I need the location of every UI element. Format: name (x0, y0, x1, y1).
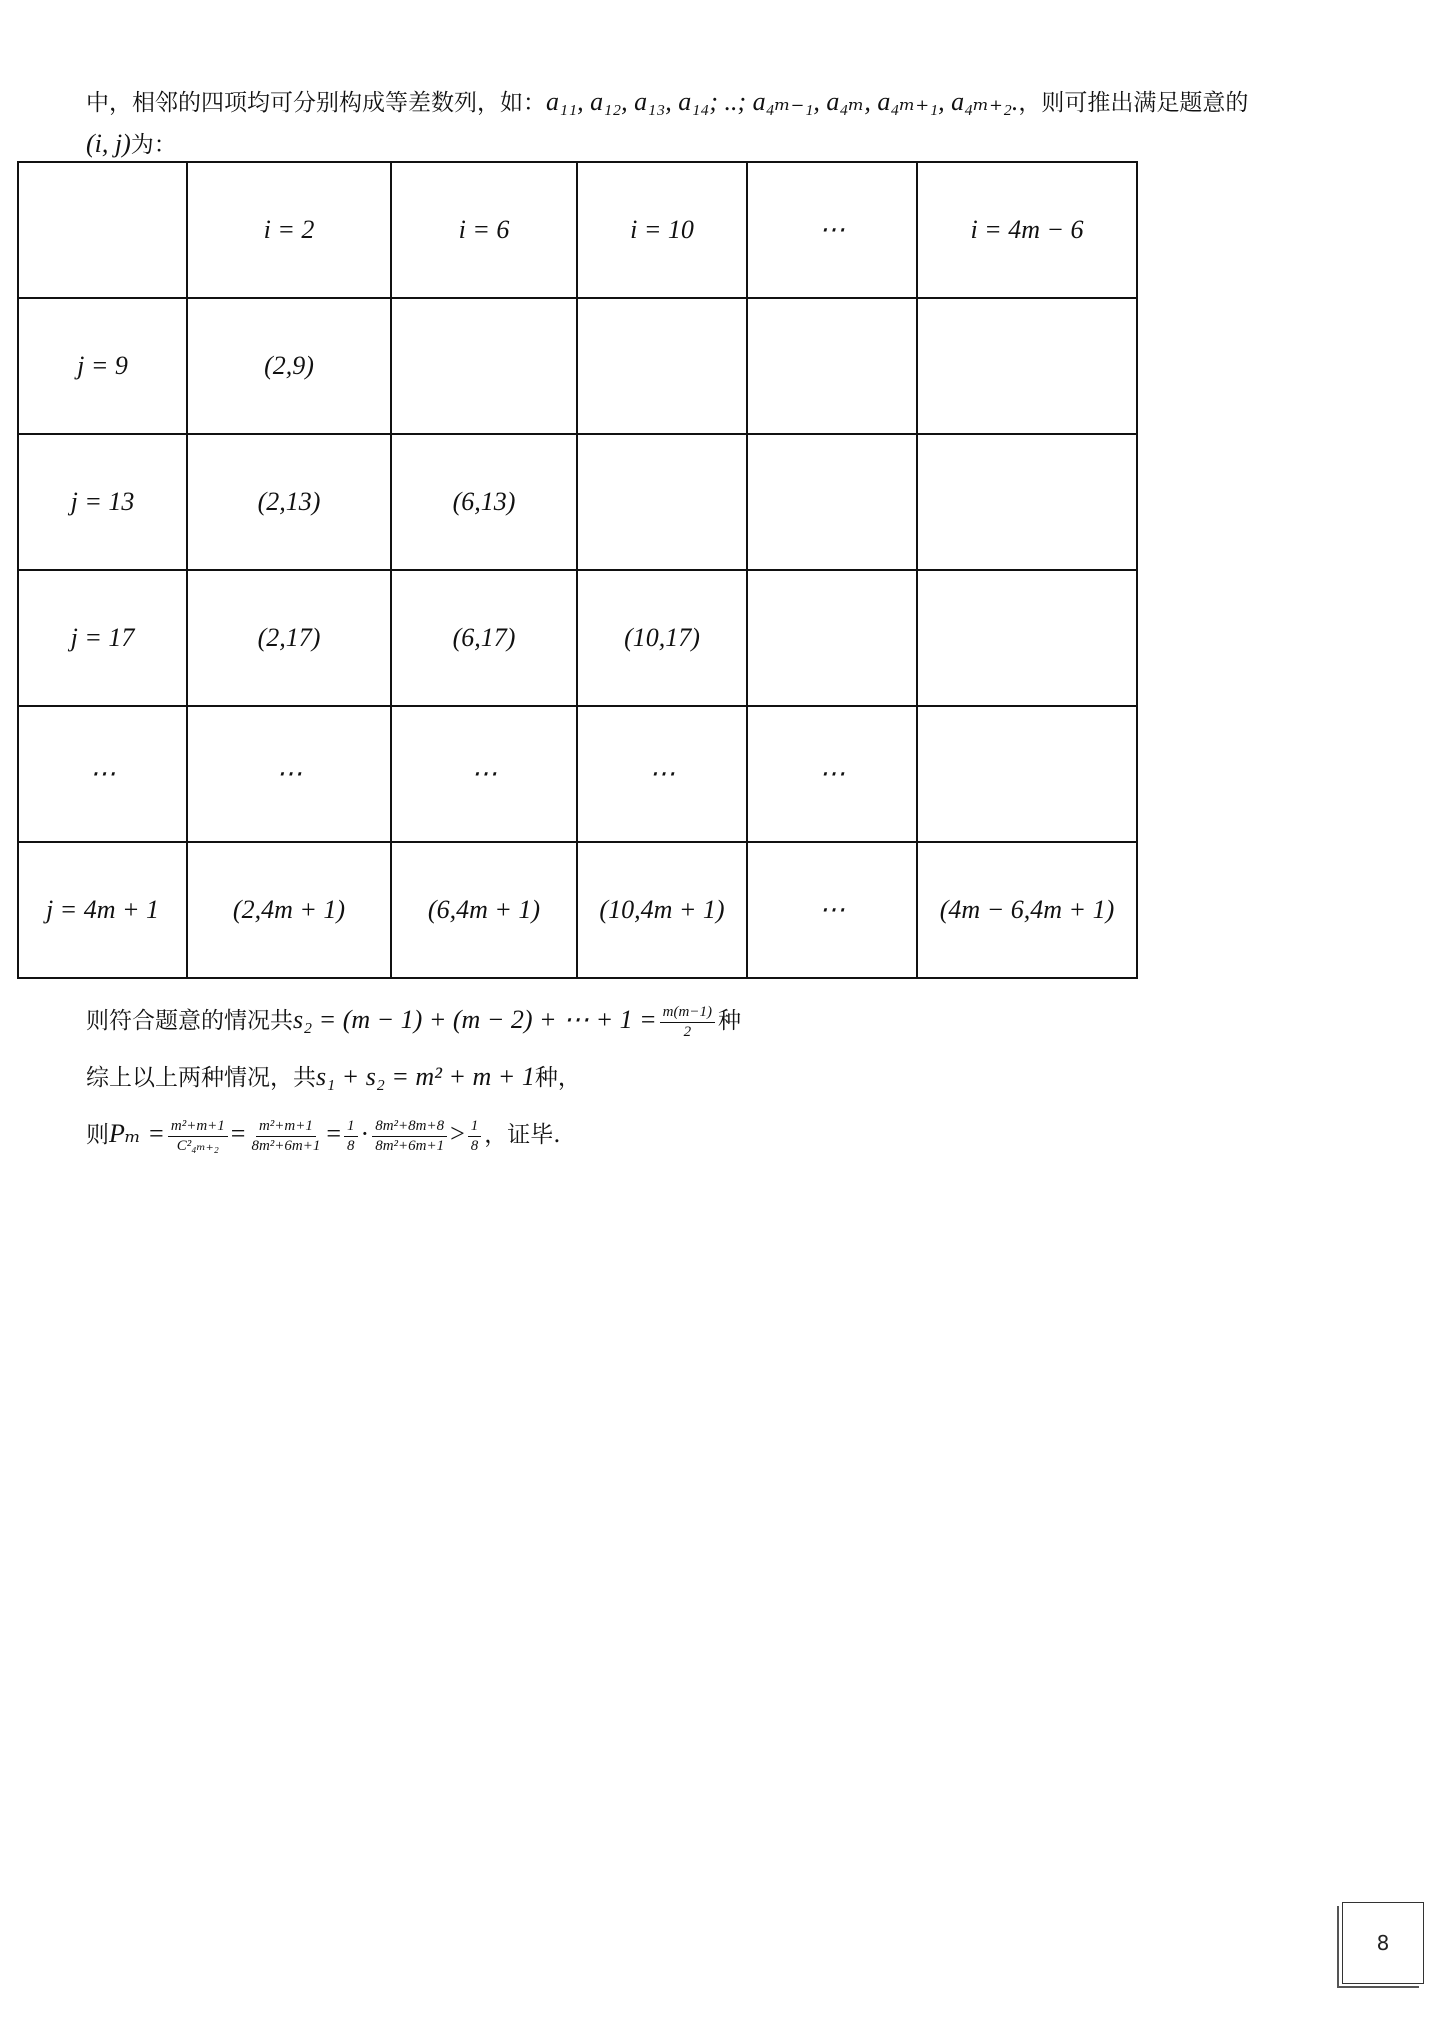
table-cell (577, 434, 747, 570)
table-cell: (2,13) (187, 434, 391, 570)
table-cell (917, 706, 1137, 842)
conclusion-line-2 (86, 1061, 581, 1094)
s2-sum-math: s₂ = (m − 1) + (m − 2) + ⋯ + 1 = (293, 1005, 657, 1034)
conclusion-suffix-3: ，证毕. (484, 1122, 561, 1148)
table-header-cell: i = 2 (187, 162, 391, 298)
pm-fraction-1-den: C²₄ₘ₊₂ (176, 1137, 219, 1154)
table-cell (747, 434, 917, 570)
table-cell: (4m − 6,4m + 1) (917, 842, 1137, 978)
pm-fraction-4-den: 8m²+6m+1 (375, 1137, 445, 1154)
table-header-row (18, 162, 1137, 298)
conclusion-prefix-1: 则符合题意的情况共 (86, 1008, 293, 1034)
table-row-label: j = 9 (18, 298, 187, 434)
pm-fraction-1 (168, 1119, 228, 1154)
table-cell: ⋯ (577, 706, 747, 842)
pm-fraction-2-den: 8m²+6m+1 (251, 1137, 321, 1154)
table-header-cell: i = 10 (577, 162, 747, 298)
pm-fraction-4 (372, 1119, 447, 1154)
table-cell (391, 298, 577, 434)
table-cell: ⋯ (391, 706, 577, 842)
page-number: 8 (1376, 1931, 1390, 1955)
table-cell: ⋯ (187, 706, 391, 842)
table-cell: (6,4m + 1) (391, 842, 577, 978)
intro-sequence-math: a₁₁, a₁₂, a₁₃, a₁₄; ..; a₄ₘ₋₁, a₄ₘ, a₄ₘ₊₁, a₄ₘ₊₂. (546, 87, 1019, 116)
s2-fraction (660, 1005, 715, 1040)
conclusion-prefix-2: 综上以上两种情况，共 (86, 1065, 316, 1091)
intro-line-2 (86, 128, 177, 161)
intro-ij-math: (i, j) (86, 129, 131, 158)
table-row (18, 298, 1137, 434)
pm-lhs-math: Pₘ = (109, 1119, 165, 1148)
table-cell: (6,17) (391, 570, 577, 706)
table-cell: (2,9) (187, 298, 391, 434)
table-row-label: ⋯ (18, 706, 187, 842)
s1-s2-total-math: s₁ + s₂ = m² + m + 1 (316, 1062, 535, 1091)
conclusion-suffix-1: 种 (717, 1008, 741, 1034)
table-header-cell (18, 162, 187, 298)
conclusion-line-3: 则Pₘ = $\frac{\text{m²+m+1}}{\text{C²₄ₘ₊₂}}$ = $\frac{\text{m²+m+1}}{\text{8m²+6m+1}}$ = $\frac{1}{8}$ · $\frac{\text{8m²+8m+8}}{\text{8m²+6m+1}}$ > $\frac{1}{8}$ ，证毕. (86, 1117, 561, 1154)
table-row (18, 434, 1137, 570)
table-row (18, 570, 1137, 706)
table-cell: (2,4m + 1) (187, 842, 391, 978)
conclusion-prefix-3: 则 (86, 1122, 109, 1148)
conclusion-suffix-2: 种， (534, 1065, 581, 1091)
pm-fraction-4-num: 8m²+8m+8 (372, 1119, 447, 1137)
table-header-cell: i = 6 (391, 162, 577, 298)
pairs-table (17, 161, 1138, 979)
intro-tail-text: ，则可推出满足题意的 (1018, 90, 1249, 116)
table-row-label: j = 17 (18, 570, 187, 706)
table-cell: (10,17) (577, 570, 747, 706)
intro-line-1 (86, 86, 1248, 119)
pm-fraction-3-den: 8 (347, 1137, 355, 1154)
conclusion-line-1 (86, 1004, 741, 1040)
table-cell: ⋯ (747, 706, 917, 842)
table-cell: (2,17) (187, 570, 391, 706)
table-row (18, 842, 1137, 978)
pm-fraction-2-num: m²+m+1 (256, 1119, 316, 1137)
table-row-label: j = 13 (18, 434, 187, 570)
intro-wei-text: 为： (130, 132, 177, 158)
pm-fraction-5 (468, 1119, 482, 1154)
table-cell (747, 570, 917, 706)
pm-fraction-5-den: 8 (470, 1137, 479, 1154)
table-cell: ⋯ (747, 842, 917, 978)
s2-fraction-den: 2 (683, 1023, 692, 1040)
table-cell (917, 570, 1137, 706)
pm-fraction-3 (344, 1119, 358, 1154)
table-cell (917, 298, 1137, 434)
pm-fraction-2 (248, 1119, 323, 1154)
table-cell (917, 434, 1137, 570)
intro-text: 中，相邻的四项均可分别构成等差数列，如： (86, 90, 546, 116)
s2-fraction-num: m(m−1) (660, 1005, 715, 1023)
pm-fraction-5-num: 1 (468, 1119, 482, 1137)
table-row-label: j = 4m + 1 (18, 842, 187, 978)
table-cell (747, 298, 917, 434)
page-number-badge (1342, 1902, 1424, 1984)
table-header-cell: i = 4m − 6 (917, 162, 1137, 298)
table-header-cell: ⋯ (747, 162, 917, 298)
table-cell (577, 298, 747, 434)
table-row (18, 706, 1137, 842)
pm-fraction-1-num: m²+m+1 (168, 1119, 228, 1137)
pm-fraction-3-num: 1 (344, 1119, 358, 1137)
table-cell: (6,13) (391, 434, 577, 570)
table-cell: (10,4m + 1) (577, 842, 747, 978)
